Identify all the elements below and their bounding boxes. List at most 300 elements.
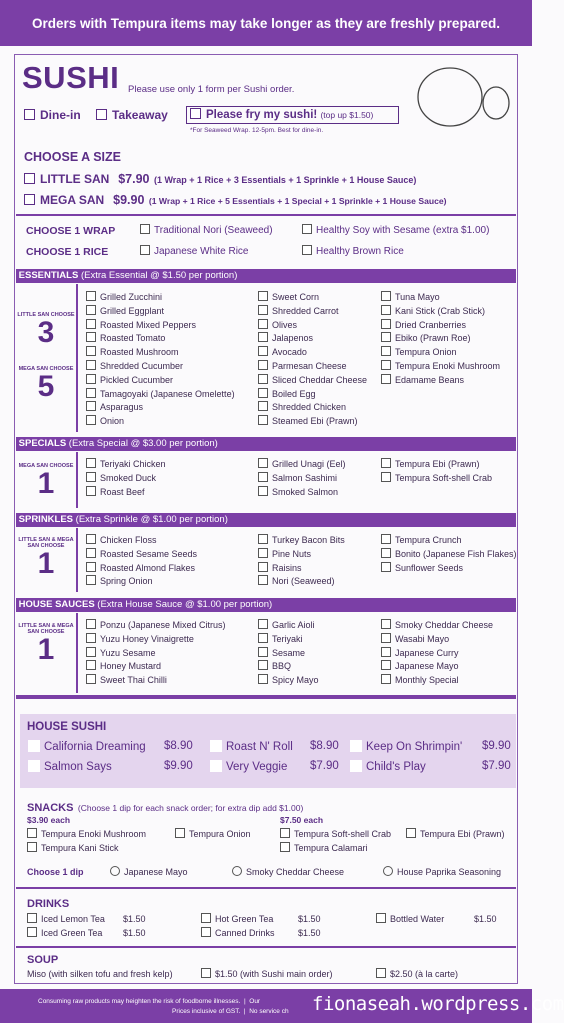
house-sushi-item[interactable] [28,740,146,753]
drink-checkbox[interactable] [27,927,37,937]
divider [16,946,516,948]
option-label: Tempura Enoki Mushroom [395,360,501,371]
drink-price: $1.50 [123,928,146,938]
footer-gst: Prices inclusive of GST. [172,1008,241,1015]
checkbox[interactable] [86,486,96,496]
checkbox[interactable] [258,388,268,398]
option-label: BBQ [272,661,292,672]
house-sushi-item[interactable] [210,740,293,753]
option-label: Roast Beef [100,486,145,497]
soup-option[interactable] [201,968,333,982]
side-text: MEGA SAN CHOOSE [18,366,74,372]
option-label: Roasted Mixed Peppers [100,319,197,330]
checkbox[interactable] [381,548,391,558]
option-item[interactable] [258,332,367,346]
option-item[interactable] [381,346,500,360]
snack-checkbox[interactable] [27,828,37,838]
option-label: Boiled Egg [272,388,316,399]
snack-checkbox[interactable] [175,828,185,838]
snack-item[interactable] [175,828,251,842]
option-item[interactable] [258,401,367,415]
option-label: Ebiko (Prawn Roe) [395,333,471,344]
sauces-sub: (Extra House Sauce @ $1.00 per portion) [97,599,273,610]
option-item[interactable] [381,332,500,346]
specials-col2 [258,458,346,499]
side-number: 1 [37,633,55,666]
checkbox[interactable] [86,633,96,643]
drink-checkbox[interactable] [201,927,211,937]
option-item[interactable] [381,674,493,688]
sauces-title: HOUSE SAUCES [18,599,95,610]
wrap-option-soy[interactable] [302,224,489,236]
checkbox[interactable] [381,332,391,342]
checkbox[interactable] [86,575,96,585]
snack-item[interactable] [27,828,146,842]
option-item[interactable] [258,360,367,374]
side-number: 5 [37,370,55,403]
house-sushi-checkbox[interactable] [28,740,40,752]
snack-label: Tempura Ebi (Prawn) [420,829,505,839]
option-label: Japanese Curry [395,647,459,658]
option-label: Honey Mustard [100,661,162,672]
soup-option[interactable] [376,968,458,982]
option-item[interactable] [86,633,226,647]
drink-name: Bottled Water [390,914,445,924]
rice-option-brown[interactable] [302,245,404,257]
wrap-title: CHOOSE 1 WRAP [26,225,116,237]
house-sushi-price: $8.90 [310,740,339,752]
essentials-header [16,269,516,283]
house-sushi-name: Roast N' Roll [226,741,293,753]
specials-col1 [86,458,166,499]
option-item[interactable] [258,633,319,647]
snack-checkbox[interactable] [27,842,37,852]
option-item[interactable] [381,291,500,305]
divider [16,887,516,889]
house-sushi-checkbox[interactable] [350,740,362,752]
house-sushi-name: California Dreaming [44,741,146,753]
option-label: Teriyaki [272,633,303,644]
house-sushi-name: Keep On Shrimpin' [366,741,463,753]
checkbox[interactable] [258,374,268,384]
snacks-price-a: $3.90 each [27,815,71,825]
checkbox[interactable] [86,562,96,572]
option-item[interactable] [86,647,226,661]
takeaway-option[interactable] [96,108,168,122]
option-item[interactable] [381,360,500,374]
radio-icon[interactable] [110,866,120,876]
side-text: MEGA SAN CHOOSE [18,463,74,469]
drink-item[interactable] [27,927,102,941]
nori-checkbox[interactable] [140,224,150,234]
option-item[interactable] [86,291,235,305]
option-label: Shredded Cucumber [100,360,184,371]
option-label: Roasted Tomato [100,333,166,344]
house-sushi-checkbox[interactable] [28,760,40,772]
sprinkles-col3 [381,534,517,575]
banner-text: Orders with Tempura items may take longer as they are freshly prepared. [32,15,500,31]
mega-san-checkbox[interactable] [24,194,35,205]
option-item[interactable] [258,319,367,333]
option-item[interactable] [86,660,226,674]
option-item[interactable] [258,674,319,688]
footer-service: No service ch [249,1008,289,1015]
drink-checkbox[interactable] [201,913,211,923]
checkbox[interactable] [258,562,268,572]
option-label: Teriyaki Chicken [100,459,166,469]
option-item[interactable] [258,388,367,402]
option-item[interactable] [86,548,197,562]
option-item[interactable] [381,548,517,562]
soup-title: SOUP [27,954,59,966]
option-label: Sesame [272,647,306,658]
dip-option[interactable] [232,866,344,880]
side-text: LITTLE SAN & MEGA SAN CHOOSE [18,623,74,635]
specials-header [16,437,516,451]
option-label: Monthly Special [395,675,459,686]
drink-item[interactable] [27,913,105,927]
soup-desc: Miso (with silken tofu and fresh kelp) [27,969,173,979]
option-item[interactable] [381,534,517,548]
option-item[interactable] [258,562,345,576]
option-label: Salmon Sashimi [272,472,338,483]
house-sushi-price: $7.90 [482,760,511,772]
wrap-option-nori[interactable] [140,224,273,236]
checkbox[interactable] [381,633,391,643]
fry-sushi-option[interactable] [186,106,399,124]
checkbox[interactable] [258,534,268,544]
option-item[interactable] [86,486,166,500]
checkbox[interactable] [381,472,391,482]
option-label: Nori (Seaweed) [272,576,335,587]
option-item[interactable] [258,660,319,674]
checkbox[interactable] [258,575,268,585]
specials-side-label [16,463,76,499]
radio-icon[interactable] [232,866,242,876]
dip-option[interactable] [110,866,188,880]
checkbox[interactable] [381,346,391,356]
option-item[interactable] [258,291,367,305]
drink-price: $1.50 [474,914,497,924]
option-item[interactable] [86,401,235,415]
checkbox[interactable] [258,619,268,629]
footer-line2: Prices inclusive of GST. | No service ch [172,1008,289,1015]
option-label: Sweet Thai Chilli [100,675,167,686]
checkbox[interactable] [86,291,96,301]
little-san-desc: (1 Wrap + 1 Rice + 3 Essentials + 1 Sprinkle + 1 House Sauce) [153,175,417,185]
option-item[interactable] [381,562,517,576]
option-item[interactable] [381,619,493,633]
side-number: 3 [37,316,55,349]
option-label: Jalapenos [272,333,314,344]
option-item[interactable] [381,633,493,647]
option-label: Asparagus [100,402,144,413]
dine-in-checkbox[interactable] [24,109,35,120]
option-label: Shredded Carrot [272,305,339,316]
checkbox[interactable] [258,401,268,411]
checkbox[interactable] [258,305,268,315]
side-number: 1 [37,467,55,500]
footer-warning-cont: Our [249,998,261,1005]
mega-san-price: $9.90 [113,193,145,207]
house-sushi-item[interactable] [350,760,426,773]
checkbox[interactable] [86,660,96,670]
option-item[interactable] [86,674,226,688]
option-item[interactable] [258,346,367,360]
checkbox[interactable] [258,647,268,657]
option-item[interactable] [258,619,319,633]
house-sushi-item[interactable] [210,760,287,773]
snacks-heading [27,798,303,816]
option-item[interactable] [86,388,235,402]
essentials-title: ESSENTIALS [18,270,79,281]
checkbox[interactable] [86,415,96,425]
option-item[interactable] [86,319,235,333]
option-item[interactable] [86,575,197,589]
drink-checkbox[interactable] [376,913,386,923]
snack-item[interactable] [27,842,119,856]
checkbox[interactable] [86,472,96,482]
takeaway-checkbox[interactable] [96,109,107,120]
column-divider [76,528,78,592]
fry-sushi-price: (top up $1.50) [320,110,374,120]
nori-label: Traditional Nori (Seaweed) [154,225,273,236]
sprinkles-title: SPRINKLES [18,514,74,525]
house-sushi-checkbox[interactable] [210,740,222,752]
snack-label: Tempura Soft-shell Crab [294,829,392,839]
option-item[interactable] [258,415,367,429]
option-item[interactable] [381,647,493,661]
snack-checkbox[interactable] [280,828,290,838]
checkbox[interactable] [381,305,391,315]
snack-item[interactable] [280,828,391,842]
option-item[interactable] [381,305,500,319]
doodle-circles [412,64,522,128]
option-label: Steamed Ebi (Prawn) [272,416,358,427]
snack-checkbox[interactable] [280,842,290,852]
checkbox[interactable] [381,660,391,670]
checkbox[interactable] [86,388,96,398]
option-label: Turkey Bacon Bits [272,535,345,545]
column-divider [76,284,78,432]
option-label: Smoky Cheddar Cheese [395,620,494,630]
checkbox[interactable] [86,346,96,356]
footer-line1: Consuming raw products may heighten the risk of foodborne illnesses. | Our [38,998,261,1005]
checkbox[interactable] [86,374,96,384]
soup-checkbox[interactable] [376,968,386,978]
snack-label: Tempura Onion [189,829,251,839]
checkbox[interactable] [258,472,268,482]
option-item[interactable] [258,472,346,486]
option-item[interactable] [258,486,346,500]
checkbox[interactable] [258,660,268,670]
checkbox[interactable] [258,319,268,329]
house-sushi-price: $7.90 [310,760,339,772]
option-item[interactable] [258,647,319,661]
option-item[interactable] [258,374,367,388]
drinks-title: DRINKS [27,898,70,910]
house-sushi-price: $9.90 [164,760,193,772]
option-item[interactable] [258,548,345,562]
option-item[interactable] [381,458,492,472]
size-little-option[interactable] [24,170,416,188]
divider [16,214,516,216]
option-item[interactable] [86,346,235,360]
option-label: Roasted Sesame Seeds [100,548,198,559]
house-sushi-checkbox[interactable] [210,760,222,772]
essentials-sub: (Extra Essential @ $1.50 per portion) [80,270,238,281]
fry-sushi-checkbox[interactable] [190,108,201,119]
option-label: Roasted Mushroom [100,347,179,358]
little-san-name: LITTLE SAN [40,172,110,186]
checkbox[interactable] [381,360,391,370]
checkbox[interactable] [258,674,268,684]
checkbox[interactable] [258,346,268,356]
option-label: Pine Nuts [272,548,312,559]
option-item[interactable] [86,458,166,472]
checkbox[interactable] [258,291,268,301]
checkbox[interactable] [381,458,391,468]
option-item[interactable] [381,374,500,388]
dip-option[interactable] [383,866,501,880]
snack-item[interactable] [406,828,505,842]
option-label: Smoked Duck [100,472,157,483]
sprinkles-side-label [16,537,76,579]
essentials-col2 [258,291,367,429]
soup-option-label: $1.50 (with Sushi main order) [215,969,333,979]
dine-in-option[interactable] [24,108,81,122]
house-sushi-item[interactable] [350,740,462,753]
drink-name: Iced Lemon Tea [41,914,105,924]
checkbox[interactable] [86,319,96,329]
drink-name: Hot Green Tea [215,914,274,924]
snack-checkbox[interactable] [406,828,416,838]
dip-text: Japanese Mayo [124,867,188,877]
option-item[interactable] [381,319,500,333]
option-label: Wasabi Mayo [395,633,450,644]
checkbox[interactable] [86,401,96,411]
checkbox[interactable] [86,619,96,629]
checkbox[interactable] [258,360,268,370]
option-label: Tempura Soft-shell Crab [395,472,493,483]
checkbox[interactable] [381,534,391,544]
option-label: Pickled Cucumber [100,374,174,385]
option-label: Garlic Aioli [272,620,315,630]
checkbox[interactable] [86,305,96,315]
option-item[interactable] [381,472,492,486]
option-label: Dried Cranberries [395,319,467,330]
house-sushi-name: Child's Play [366,761,426,773]
drink-item[interactable] [376,913,444,927]
brown-rice-checkbox[interactable] [302,245,312,255]
snacks-sub: (Choose 1 dip for each snack order; for extra dip add $1.00) [77,803,304,813]
option-item[interactable] [258,534,345,548]
rice-option-white[interactable] [140,245,249,257]
option-item[interactable] [86,619,226,633]
checkbox[interactable] [258,548,268,558]
option-label: Grilled Eggplant [100,305,165,316]
snacks-price-b: $7.50 each [280,815,324,825]
house-sushi-price: $9.90 [482,740,511,752]
house-sushi-title: HOUSE SUSHI [27,721,107,733]
checkbox[interactable] [258,415,268,425]
snack-item[interactable] [280,842,368,856]
specials-title: SPECIALS [18,438,67,449]
sauces-col1 [86,619,226,688]
snacks-title: SNACKS [27,802,74,814]
checkbox[interactable] [381,619,391,629]
checkbox[interactable] [258,332,268,342]
checkbox[interactable] [381,374,391,384]
sprinkles-col1 [86,534,197,589]
soy-checkbox[interactable] [302,224,312,234]
option-label: Sunflower Seeds [395,562,464,573]
option-label: Onion [100,416,125,427]
checkbox[interactable] [381,562,391,572]
checkbox[interactable] [86,674,96,684]
radio-icon[interactable] [383,866,393,876]
option-item[interactable] [86,360,235,374]
option-item[interactable] [86,472,166,486]
soup-checkbox[interactable] [201,968,211,978]
option-item[interactable] [258,458,346,472]
sprinkles-header [16,513,516,527]
specials-sub: (Extra Special @ $3.00 per portion) [68,438,218,449]
snack-label: Tempura Enoki Mushroom [41,829,147,839]
option-item[interactable] [86,305,235,319]
house-sushi-item[interactable] [28,760,112,773]
option-item[interactable] [381,660,493,674]
option-item[interactable] [86,562,197,576]
checkbox[interactable] [86,647,96,657]
option-label: Yuzu Honey Vinaigrette [100,633,194,644]
size-mega-option[interactable] [24,191,447,209]
option-label: Tempura Ebi (Prawn) [395,459,480,469]
white-rice-checkbox[interactable] [140,245,150,255]
soup-option-label: $2.50 (à la carte) [390,969,459,979]
drink-item[interactable] [201,927,275,941]
mega-san-name: MEGA SAN [40,193,105,207]
drink-item[interactable] [201,913,273,927]
little-san-price: $7.90 [118,172,150,186]
drink-price: $1.50 [298,914,321,924]
fry-sushi-label: Please fry my sushi! [206,109,318,121]
checkbox[interactable] [86,360,96,370]
option-item[interactable] [86,534,197,548]
option-item[interactable] [258,575,345,589]
option-item[interactable] [86,415,235,429]
option-item[interactable] [86,332,235,346]
checkbox[interactable] [381,674,391,684]
checkbox[interactable] [381,291,391,301]
checkbox[interactable] [258,633,268,643]
checkbox[interactable] [381,647,391,657]
house-sushi-checkbox[interactable] [350,760,362,772]
takeaway-label: Takeaway [112,108,168,122]
option-item[interactable] [258,305,367,319]
checkbox[interactable] [86,548,96,558]
checkbox[interactable] [258,458,268,468]
checkbox[interactable] [258,486,268,496]
drink-checkbox[interactable] [27,913,37,923]
little-san-checkbox[interactable] [24,173,35,184]
checkbox[interactable] [86,534,96,544]
option-item[interactable] [86,374,235,388]
checkbox[interactable] [86,332,96,342]
checkbox[interactable] [86,458,96,468]
checkbox[interactable] [381,319,391,329]
white-rice-label: Japanese White Rice [154,246,249,257]
